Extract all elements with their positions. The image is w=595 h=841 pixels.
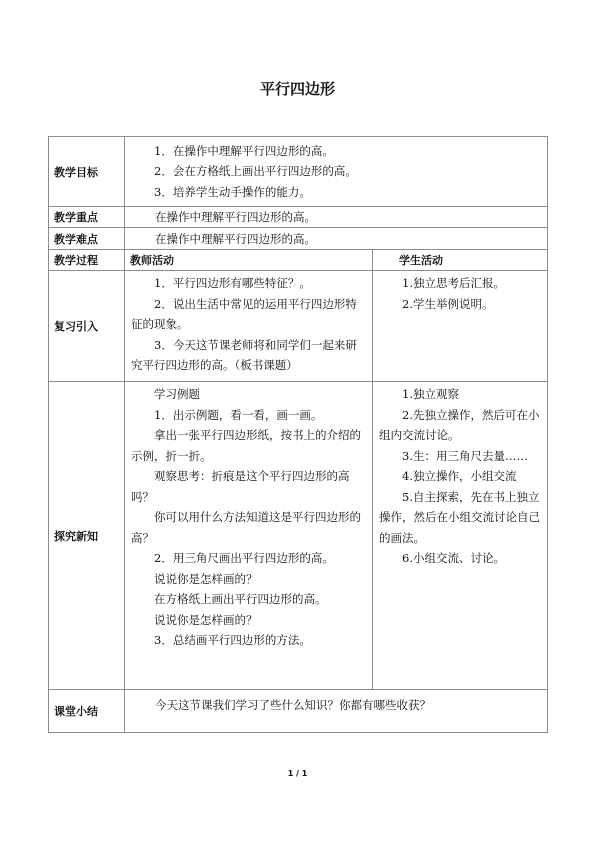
explore-teacher-item: 说说你是怎样画的？ xyxy=(154,612,258,627)
summary-row xyxy=(49,690,548,733)
key-point-label: 教学重点 xyxy=(49,207,125,228)
explore-teacher-item: 你可以用什么方法知道这是平行四边形的高？ xyxy=(131,510,361,545)
explore-student-item: 5.自主探索，先在书上独立操作，然后在小组交流讨论自己的画法。 xyxy=(379,489,540,545)
key-point-row xyxy=(49,207,548,228)
lesson-plan-table xyxy=(48,136,548,733)
process-label: 教学过程 xyxy=(49,250,125,271)
explore-teacher-cell xyxy=(125,382,373,690)
review-student-item: 2.学生举例说明。 xyxy=(402,296,494,311)
document-title: 平行四边形 xyxy=(259,80,335,98)
explore-student-item: 1.独立观察 xyxy=(402,387,459,401)
explore-teacher-item: 说说你是怎样画的？ xyxy=(154,571,258,586)
objectives-row xyxy=(49,137,548,207)
difficulty-text: 在操作中理解平行四边形的高。 xyxy=(125,228,548,250)
review-student-cell xyxy=(373,271,548,382)
explore-teacher-item: 2．用三角尺画出平行四边形的高。 xyxy=(154,551,334,565)
explore-student-item: 6.小组交流、讨论。 xyxy=(402,551,505,565)
review-teacher-item: 1．平行四边形有哪些特征？。 xyxy=(154,276,311,290)
explore-teacher-item: 观察思考：折痕是这个平行四边形的高吗？ xyxy=(131,469,350,504)
objectives-label: 教学目标 xyxy=(49,137,125,207)
explore-student-cell xyxy=(373,382,548,690)
review-student-item: 1.独立思考后汇报。 xyxy=(402,276,505,290)
objective-item: 1．在操作中理解平行四边形的高。 xyxy=(154,143,334,158)
explore-teacher-item: 学习例题 xyxy=(154,387,200,401)
objective-item: 2．会在方格纸上画出平行四边形的高。 xyxy=(154,164,357,179)
process-header-row xyxy=(49,250,548,271)
difficulty-label: 教学难点 xyxy=(49,228,125,250)
explore-teacher-item: 在方格纸上画出平行四边形的高。 xyxy=(154,592,327,606)
review-teacher-cell xyxy=(125,271,373,382)
student-activity-header: 学生活动 xyxy=(373,250,548,271)
teacher-activity-header: 教师活动 xyxy=(125,250,373,271)
difficulty-row xyxy=(49,228,548,250)
objective-item: 3．培养学生动手操作的能力。 xyxy=(154,184,311,199)
explore-student-item: 3.生：用三角尺去量…… xyxy=(402,448,528,463)
summary-text: 今天这节课我们学习了些什么知识？你都有哪些收获？ xyxy=(125,690,548,733)
explore-teacher-item: 1．出示例题，看一看，画一画。 xyxy=(154,407,323,422)
review-label: 复习引入 xyxy=(49,271,125,382)
key-point-text: 在操作中理解平行四边形的高。 xyxy=(125,207,548,228)
objectives-content xyxy=(125,137,548,207)
page-number: 1 / 1 xyxy=(287,769,308,778)
review-row xyxy=(49,271,548,382)
explore-row xyxy=(49,382,548,690)
explore-student-item: 4.独立操作，小组交流 xyxy=(402,469,517,483)
explore-teacher-item: 3．总结画平行四边形的方法。 xyxy=(154,633,311,647)
summary-label: 课堂小结 xyxy=(49,690,125,733)
explore-teacher-item: 拿出一张平行四边形纸，按书上的介绍的示例，折一折。 xyxy=(131,428,361,463)
review-teacher-item: 3．今天这节课老师将和同学们一起来研究平行四边形的高。（板书课题） xyxy=(131,337,357,372)
explore-student-item: 2.先独立操作，然后可在小组内交流讨论。 xyxy=(379,407,540,442)
review-teacher-item: 2．说出生活中常见的运用平行四边形特征的现象。 xyxy=(131,296,357,331)
explore-label: 探究新知 xyxy=(49,382,125,690)
